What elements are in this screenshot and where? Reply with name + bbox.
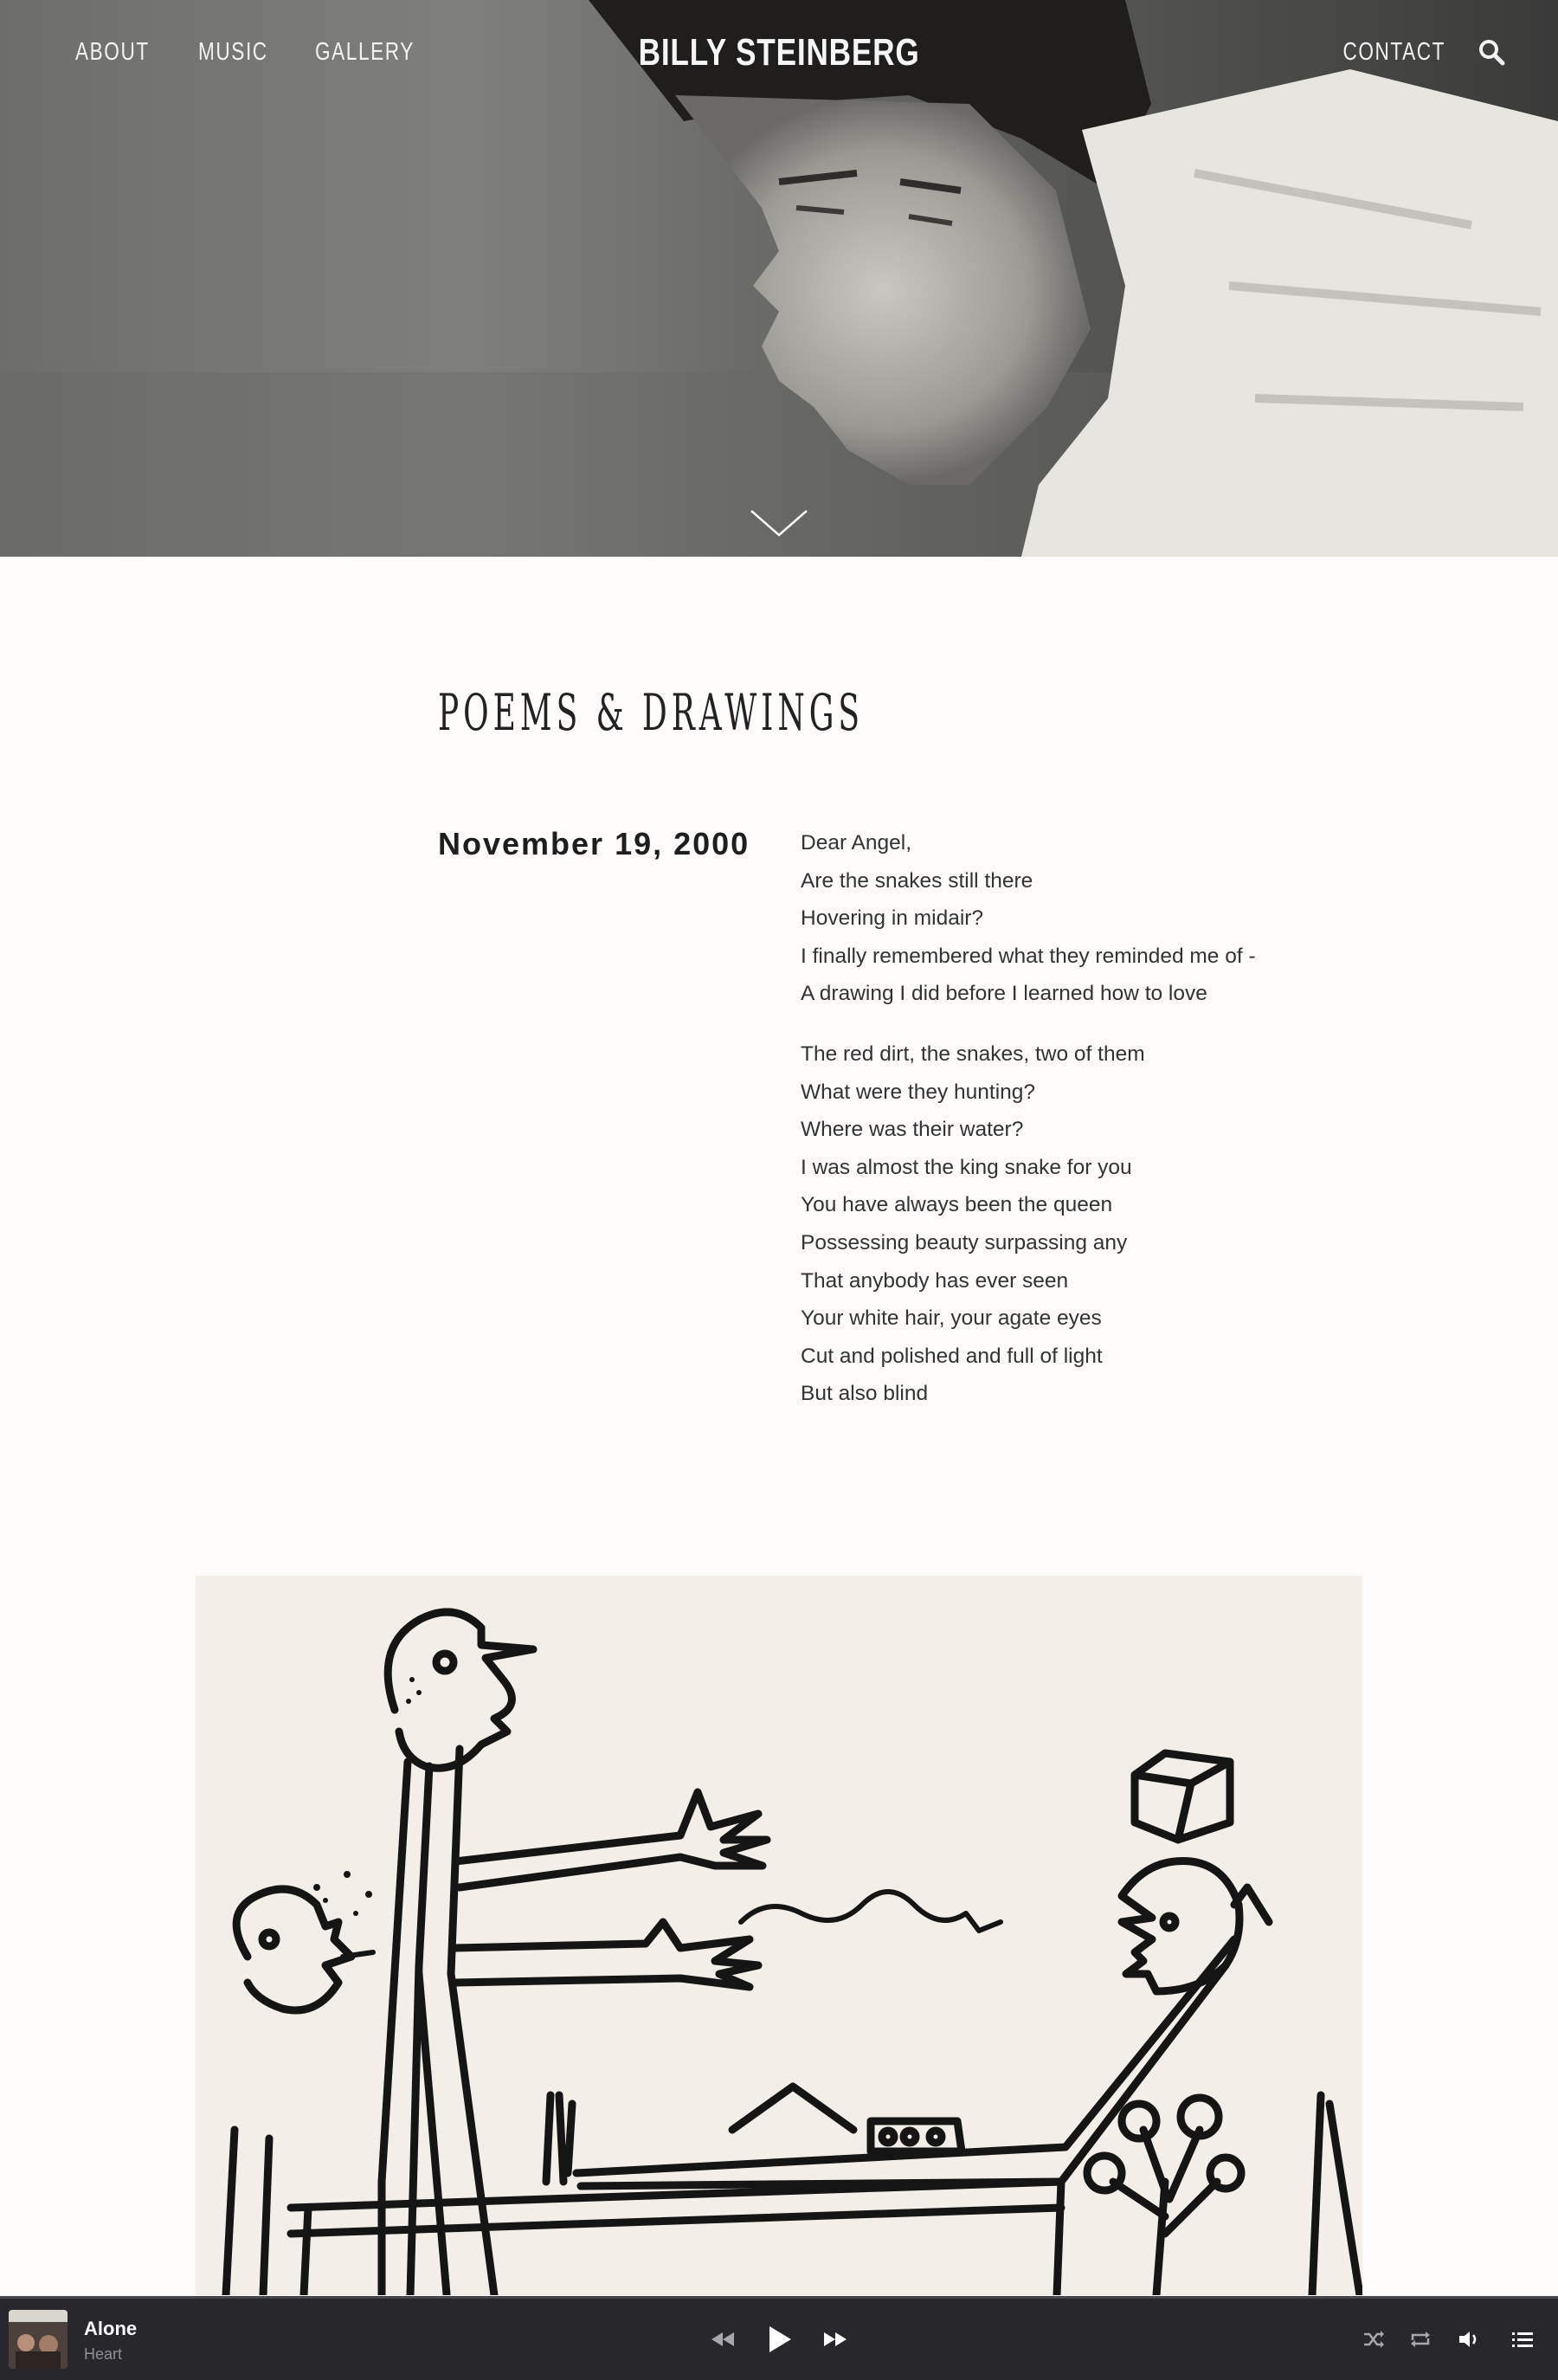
drawing-image xyxy=(196,1576,1362,2295)
track-artist: Heart xyxy=(84,2345,123,2363)
play-icon xyxy=(767,2325,793,2354)
poem-line: The red dirt, the snakes, two of them xyxy=(801,1042,1145,1066)
volume-button[interactable] xyxy=(1454,2299,1484,2380)
playlist-icon xyxy=(1512,2331,1533,2348)
poem-line: But also blind xyxy=(801,1382,929,1406)
nav-link-music[interactable]: MUSIC xyxy=(197,37,268,66)
shuffle-icon xyxy=(1362,2330,1385,2349)
play-button[interactable] xyxy=(762,2299,798,2380)
poem xyxy=(801,824,1320,1435)
poem-line: Possessing beauty surpassing any xyxy=(801,1230,1128,1254)
poem-line: What were they hunting? xyxy=(801,1080,1036,1104)
nav-link-about[interactable]: ABOUT xyxy=(75,37,150,66)
repeat-button[interactable] xyxy=(1406,2299,1435,2380)
volume-icon xyxy=(1458,2330,1480,2349)
playlist-button[interactable] xyxy=(1508,2299,1537,2380)
nav-link-contact[interactable]: CONTACT xyxy=(1342,37,1445,66)
repeat-icon xyxy=(1409,2330,1432,2349)
page-title: POEMS & DRAWINGS xyxy=(438,682,865,742)
hero-banner xyxy=(0,0,1558,557)
audio-player xyxy=(0,2296,1558,2380)
previous-button[interactable] xyxy=(705,2299,740,2380)
poem-stanza xyxy=(801,824,1320,1013)
poem-line: Are the snakes still there xyxy=(801,868,1033,893)
fast-forward-icon xyxy=(822,2331,848,2348)
chevron-down-icon[interactable] xyxy=(750,507,808,539)
poem-line: Where was their water? xyxy=(801,1118,1024,1142)
track-title: Alone xyxy=(84,2318,138,2339)
next-button[interactable] xyxy=(818,2299,853,2380)
poem-line: Your white hair, your agate eyes xyxy=(801,1306,1102,1331)
poem-line: You have always been the queen xyxy=(801,1193,1113,1217)
nav-link-gallery[interactable]: GALLERY xyxy=(315,37,415,66)
shuffle-button[interactable] xyxy=(1359,2299,1388,2380)
poem-line: Cut and polished and full of light xyxy=(801,1344,1103,1368)
ink-drawing-illustration xyxy=(196,1576,1362,2295)
poem-line: That anybody has ever seen xyxy=(801,1268,1069,1293)
album-cover[interactable] xyxy=(9,2310,68,2369)
rewind-icon xyxy=(710,2331,736,2348)
poem-line: I was almost the king snake for you xyxy=(801,1155,1132,1179)
poem-stanza xyxy=(801,1035,1320,1413)
post-date: November 19, 2000 xyxy=(438,826,750,861)
poem-line: A drawing I did before I learned how to love xyxy=(801,982,1207,1006)
site-logo-text: BILLY STEINBERG xyxy=(638,31,920,74)
poem-line: Hovering in midair? xyxy=(801,906,984,931)
poem-line: I finally remembered what they reminded me of - xyxy=(801,944,1256,968)
search-icon[interactable] xyxy=(1477,37,1506,67)
secondary-nav xyxy=(1314,35,1506,69)
hero-portrait-photo xyxy=(0,0,1558,557)
poem-line: Dear Angel, xyxy=(801,831,912,855)
